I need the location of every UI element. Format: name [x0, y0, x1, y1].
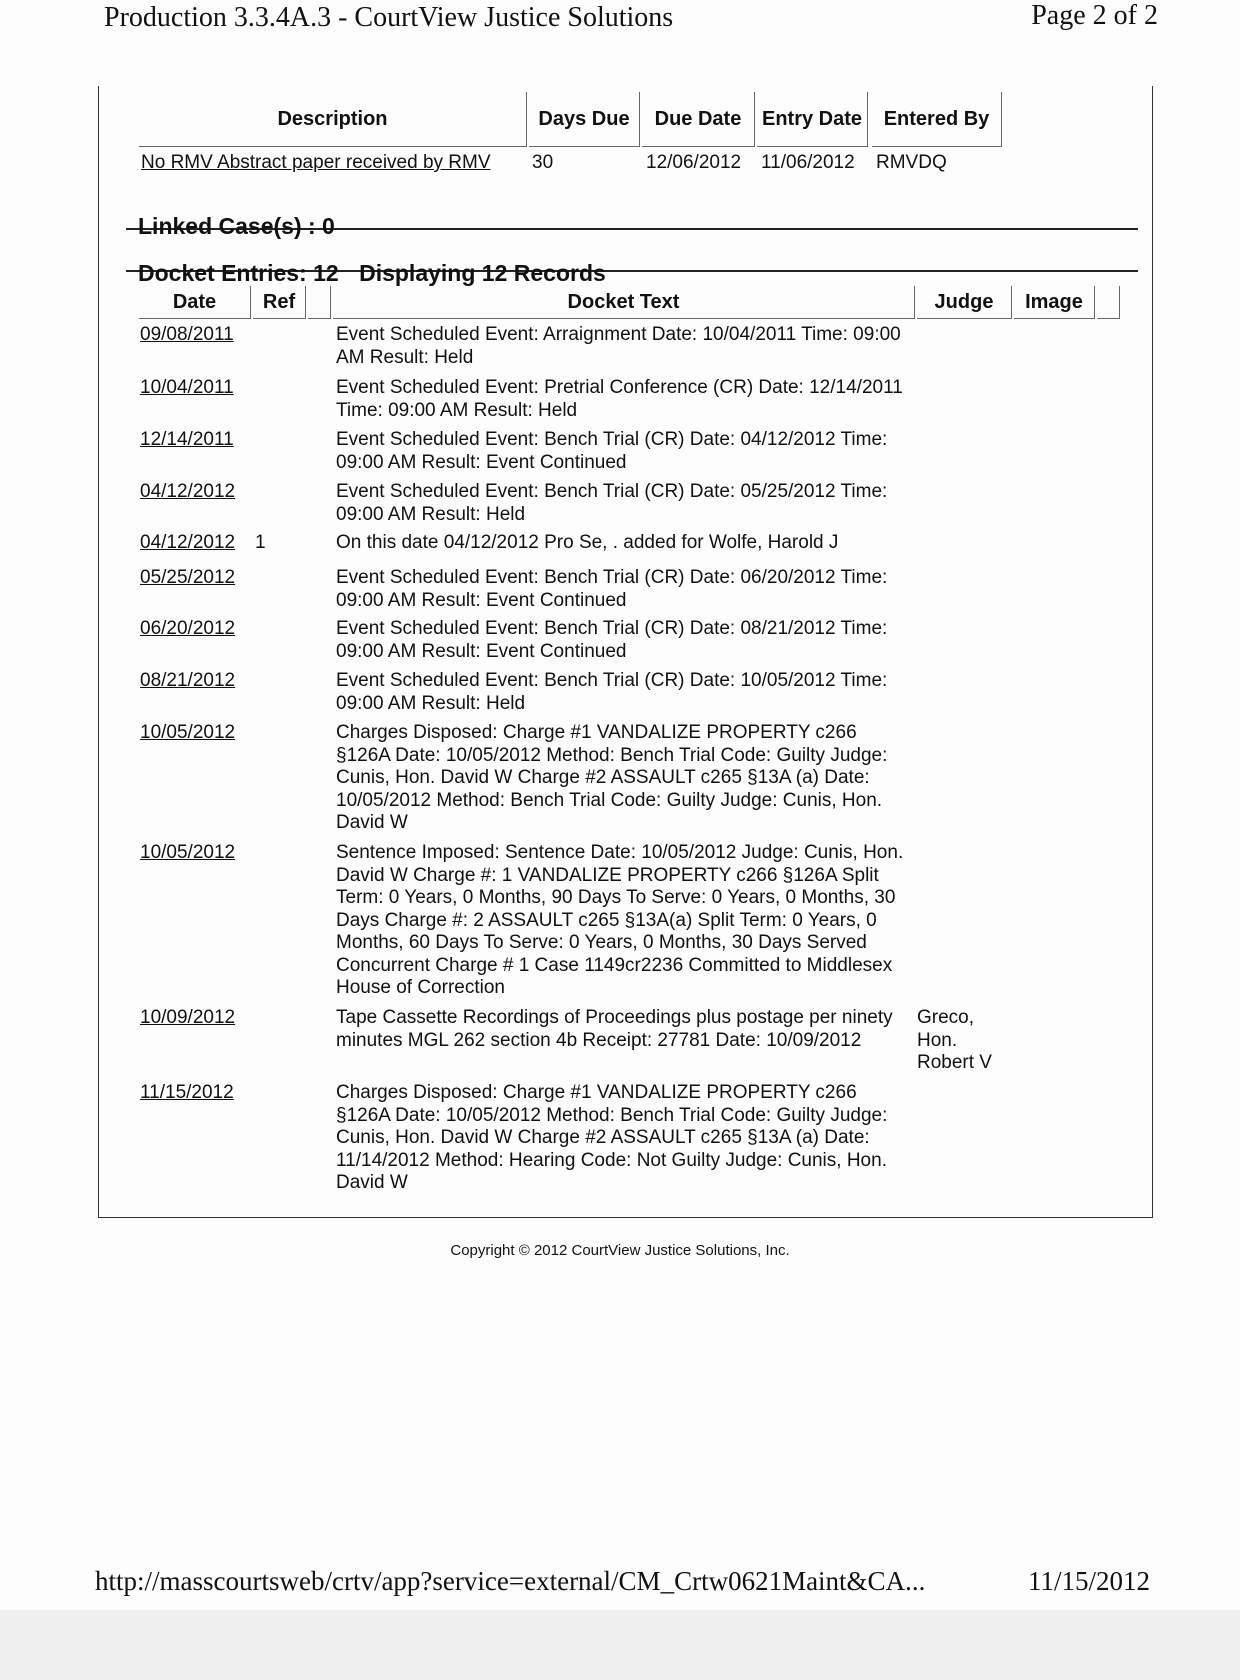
copyright-notice: Copyright © 2012 CourtView Justice Solutions, Inc.	[450, 1242, 790, 1259]
docket-records-count: Displaying 12 Records	[359, 260, 606, 286]
docket-col-image: Image	[1014, 286, 1095, 319]
docket-judge: Greco, Hon. Robert V	[917, 1007, 992, 1073]
page-title: Production 3.3.4A.3 - CourtView Justice Solutions	[104, 2, 674, 33]
docket-date-link[interactable]: 10/04/2011	[140, 377, 234, 398]
event-description-link[interactable]: No RMV Abstract paper received by RMV	[141, 152, 491, 173]
docket-section	[126, 261, 1138, 285]
col-header-due-date: Due Date	[642, 92, 755, 147]
docket-text: Event Scheduled Event: Arraignment Date: 10/04/2011 Time: 09:00 AM Result: Held	[336, 324, 901, 368]
event-due-date: 12/06/2012	[646, 152, 742, 173]
docket-text: Tape Cassette Recordings of Proceedings plus postage per ninety minutes MGL 262 section 4b Receipt: 27781 Date: 10/09/2012	[336, 1007, 893, 1051]
event-entered-by: RMVDQ	[876, 152, 947, 173]
docket-text: Event Scheduled Event: Bench Trial (CR) Date: 08/21/2012 Time: 09:00 AM Result: Event Continued	[336, 618, 888, 662]
docket-col-text: Docket Text	[333, 286, 915, 319]
docket-count: Docket Entries: 12	[138, 260, 339, 286]
docket-text: Event Scheduled Event: Bench Trial (CR) Date: 05/25/2012 Time: 09:00 AM Result: Held	[336, 481, 888, 525]
docket-date-link[interactable]: 09/08/2011	[140, 324, 234, 345]
page-number: Page 2 of 2	[1031, 0, 1158, 31]
scan-bottom-shade	[0, 1610, 1240, 1680]
docket-date-link[interactable]: 10/05/2012	[140, 722, 236, 743]
docket-text: Event Scheduled Event: Bench Trial (CR) Date: 04/12/2012 Time: 09:00 AM Result: Event Continued	[336, 429, 888, 473]
docket-date-link[interactable]: 11/15/2012	[140, 1082, 234, 1103]
col-header-entered-by: Entered By	[872, 92, 1002, 147]
docket-text: Charges Disposed: Charge #1 VANDALIZE PROPERTY c266 §126A Date: 10/05/2012 Method: Bench Trial Code: Guilty Judge: Cunis, Hon. David W Charge #2 ASSAULT c265 §13A (a) Date: 11/14/2012 Method: Hearing Code: Not Guilty Judge: Cunis, Hon. David W	[336, 1082, 888, 1193]
footer-date: 11/15/2012	[1027, 1566, 1150, 1596]
docket-date-link[interactable]: 12/14/2011	[140, 429, 234, 450]
col-header-days-due: Days Due	[529, 92, 640, 147]
docket-ref: 1	[255, 532, 266, 553]
linked-cases-title: Linked Case(s) : 0	[138, 213, 335, 239]
docket-date-link[interactable]: 10/05/2012	[140, 842, 236, 863]
docket-date-link[interactable]: 04/12/2012	[140, 532, 236, 553]
docket-col-date: Date	[139, 286, 251, 319]
linked-cases-section	[126, 214, 1138, 238]
docket-col-spacer	[308, 286, 331, 319]
docket-date-link[interactable]: 10/09/2012	[140, 1007, 236, 1028]
event-days-due: 30	[532, 152, 554, 173]
docket-date-link[interactable]: 08/21/2012	[140, 670, 236, 691]
docket-text: On this date 04/12/2012 Pro Se, . added for Wolfe, Harold J	[336, 532, 839, 553]
col-header-description: Description	[139, 92, 527, 147]
col-header-entry-date: Entry Date	[757, 92, 868, 147]
docket-col-judge: Judge	[917, 286, 1012, 319]
footer-url: http://masscourtsweb/crtv/app?service=external/CM_Crtw0621Maint&CA...	[95, 1566, 926, 1596]
docket-date-link[interactable]: 06/20/2012	[140, 618, 236, 639]
docket-col-spacer-end	[1097, 286, 1120, 319]
event-entry-date: 11/06/2012	[761, 152, 855, 173]
docket-col-ref: Ref	[253, 286, 306, 319]
docket-text: Event Scheduled Event: Bench Trial (CR) Date: 10/05/2012 Time: 09:00 AM Result: Held	[336, 670, 888, 714]
docket-text: Sentence Imposed: Sentence Date: 10/05/2012 Judge: Cunis, Hon. David W Charge #: 1 VANDALIZE PROPERTY c266 §126A Split Term: 0 Years, 0 Months, 90 Days To Serve: 0 Years, 0 Months, 30 Days Charge #: 2 ASSAULT c265 §13A(a) Split Term: 0 Years, 0 Months, 60 Days To Serve: 0 Years, 0 Months, 30 Days Served Concurrent Charge # 1 Case 1149cr2236 Committed to Middlesex House of Correction	[336, 842, 904, 998]
docket-date-link[interactable]: 04/12/2012	[140, 481, 236, 502]
docket-text: Event Scheduled Event: Bench Trial (CR) Date: 06/20/2012 Time: 09:00 AM Result: Event Continued	[336, 567, 888, 611]
docket-text: Charges Disposed: Charge #1 VANDALIZE PROPERTY c266 §126A Date: 10/05/2012 Method: Bench Trial Code: Guilty Judge: Cunis, Hon. David W Charge #2 ASSAULT c265 §13A (a) Date: 10/05/2012 Method: Bench Trial Code: Guilty Judge: Cunis, Hon. David W	[336, 722, 888, 833]
docket-date-link[interactable]: 05/25/2012	[140, 567, 236, 588]
docket-text: Event Scheduled Event: Pretrial Conference (CR) Date: 12/14/2011 Time: 09:00 AM Result: Held	[336, 377, 903, 421]
